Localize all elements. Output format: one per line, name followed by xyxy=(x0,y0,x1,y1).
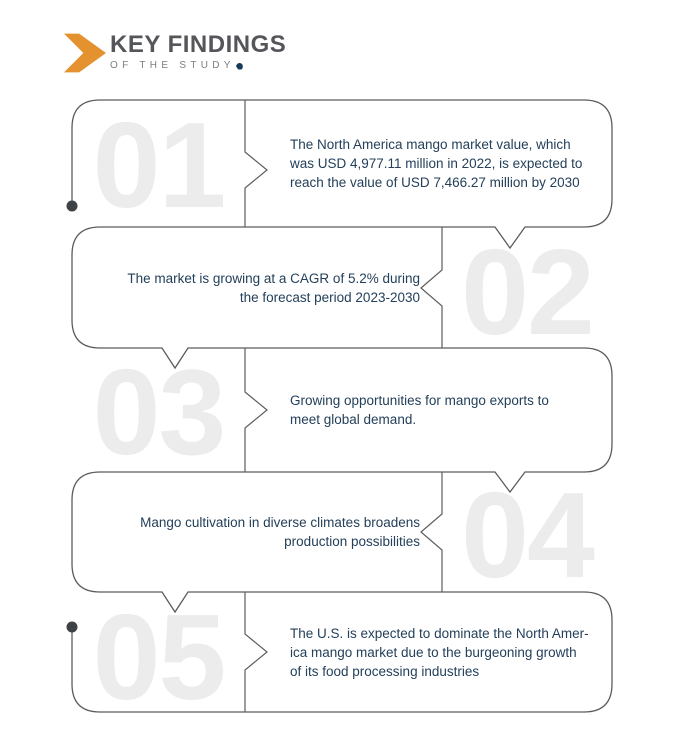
finding-text-3-line-1: Growing opportunities for mango exports to xyxy=(290,393,549,408)
finding-text-2-line-2: the forecast period 2023-2030 xyxy=(239,289,420,305)
divider-chevron-4 xyxy=(421,472,442,592)
finding-text-1-line-3: reach the value of USD 7,466.27 million by 2030 xyxy=(290,175,580,190)
finding-text-2 xyxy=(108,227,420,348)
finding-text-4 xyxy=(108,472,420,592)
finding-number-04: 04 xyxy=(461,467,593,603)
finding-text-3 xyxy=(290,348,602,472)
divider-chevron-3 xyxy=(245,348,267,472)
finding-text-1 xyxy=(290,100,602,227)
finding-text-5-line-3: of its food processing industries xyxy=(290,663,480,679)
finding-text-3-line-2: meet global demand. xyxy=(290,412,417,427)
page-title: KEY FINDINGS xyxy=(110,31,287,58)
finding-number-02: 02 xyxy=(461,223,593,360)
finding-number-03: 03 xyxy=(92,344,225,480)
finding-text-4-line-2: production possibilities xyxy=(284,534,420,549)
finding-text-4-line-1: Mango cultivation in diverse climates broadens xyxy=(140,515,420,530)
page-subtitle-label: OF THE STUDY xyxy=(110,60,235,71)
finding-text-1-line-1: The North America mango market value, which xyxy=(290,137,571,152)
finding-text-5-line-1: The U.S. is expected to dominate the North Amer- xyxy=(290,625,589,641)
divider-chevron-2 xyxy=(421,227,442,348)
finding-text-2-line-1: The market is growing at a CAGR of 5.2% during xyxy=(127,270,420,286)
divider-chevron-5 xyxy=(245,592,267,712)
divider-chevron-1 xyxy=(245,100,267,227)
finding-number-05: 05 xyxy=(92,589,225,725)
finding-text-5-line-2: ica mango market due to the burgeoning growth xyxy=(290,644,577,660)
finding-text-1-line-2: was USD 4,977.11 million in 2022, is expected to xyxy=(290,156,583,171)
finding-text-5 xyxy=(290,592,610,712)
finding-number-01: 01 xyxy=(92,96,225,233)
